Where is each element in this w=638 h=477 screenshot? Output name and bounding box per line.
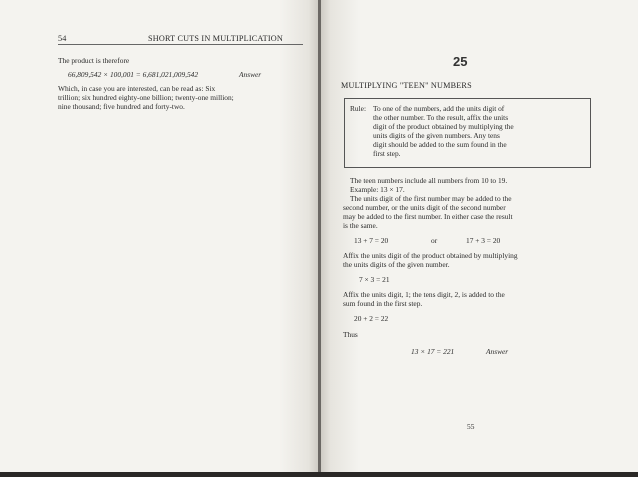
- paragraph-line: trillion; six hundred eighty-one billion; twenty-one million;: [58, 93, 234, 102]
- equation: 20 + 2 = 22: [354, 314, 389, 323]
- rule-line: first step.: [373, 149, 401, 158]
- equation-left: 13 + 7 = 20: [354, 236, 389, 245]
- paragraph-line: Which, in case you are interested, can be read as: Six: [58, 84, 216, 93]
- body-line: Example: 13 × 17.: [350, 185, 405, 194]
- intro-text: The product is therefore: [58, 56, 130, 65]
- page-number: 54: [58, 34, 67, 43]
- paragraph-line: nine thousand; five hundred and forty-two.: [58, 102, 185, 111]
- header-rule: [58, 44, 303, 45]
- rule-line: units digits of the given numbers. Any tens: [373, 131, 500, 140]
- thus-text: Thus: [343, 330, 358, 339]
- body-line: The units digit of the first number may be added to the: [350, 194, 512, 203]
- body-line: The teen numbers include all numbers from 10 to 19.: [350, 176, 508, 185]
- body-line: may be added to the first number. In either case the result: [343, 212, 513, 221]
- equation: 7 × 3 = 21: [359, 275, 390, 284]
- rule-label: Rule:: [350, 104, 367, 113]
- rule-line: To one of the numbers, add the units digit of: [373, 104, 505, 113]
- body-line: Affix the units digit of the product obtained by multiplying: [343, 251, 518, 260]
- running-head: SHORT CUTS IN MULTIPLICATION: [148, 34, 283, 43]
- body-line: second number, or the units digit of the second number: [343, 203, 506, 212]
- answer-label: Answer: [239, 70, 262, 79]
- equation-or: or: [431, 236, 438, 245]
- final-answer-label: Answer: [486, 347, 509, 356]
- body-line: Affix the units digit, 1; the tens digit, 2, is added to the: [343, 290, 505, 299]
- book-edge: [0, 472, 638, 477]
- rule-line: the other number. To the result, affix the units: [373, 113, 509, 122]
- page-number: 55: [467, 422, 475, 431]
- rule-line: digit of the product obtained by multiplying the: [373, 122, 514, 131]
- right-page: [321, 0, 638, 477]
- body-line: is the same.: [343, 221, 378, 230]
- left-page: [0, 0, 318, 477]
- product-equation: 66,809,542 × 100,001 = 6,681,021,009,542: [68, 70, 199, 79]
- equation-right: 17 + 3 = 20: [466, 236, 501, 245]
- chapter-title: MULTIPLYING "TEEN" NUMBERS: [341, 81, 472, 90]
- rule-line: digit should be added to the sum found in the: [373, 140, 507, 149]
- body-line: sum found in the first step.: [343, 299, 423, 308]
- chapter-number: 25: [453, 54, 468, 69]
- final-equation: 13 × 17 = 221: [411, 347, 455, 356]
- body-line: the units digits of the given number.: [343, 260, 450, 269]
